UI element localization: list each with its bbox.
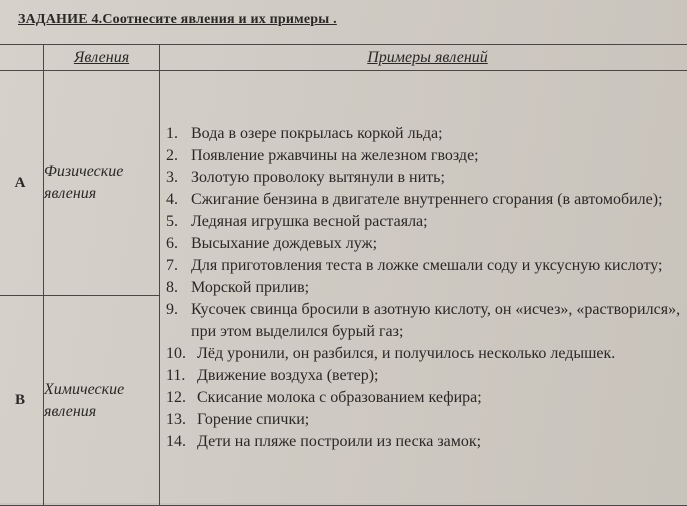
example-item [166,409,687,431]
example-item [166,299,687,343]
example-text: Ледяная игрушка весной растаяла; [191,211,687,233]
group-letter-a: А [0,71,44,296]
header-letter-cell [0,45,44,71]
example-number: 7. [166,255,191,277]
example-number: 3. [166,167,191,189]
example-number: 9. [166,299,191,343]
example-number: 11. [166,365,197,387]
example-number: 14. [166,431,197,453]
example-number: 10. [166,343,197,365]
example-text: Высыхание дождевых луж; [191,233,687,255]
group-name-chemical: Химические явления [44,296,160,506]
example-item [166,189,687,211]
example-text: Вода в озере покрылась коркой льда; [191,123,687,145]
example-item [166,233,687,255]
example-item [166,431,687,453]
example-text: Золотую проволоку вытянули в нить; [191,167,687,189]
example-number: 6. [166,233,191,255]
example-item [166,387,687,409]
example-item [166,211,687,233]
example-item [166,343,687,365]
table-row-physical [0,71,687,296]
example-text: Дети на пляже построили из песка замок; [197,431,687,453]
matching-table [0,44,687,506]
example-text: Лёд уронили, он разбился, и получилось несколько ледышек. [197,343,687,365]
task-title: ЗАДАНИЕ 4.Соотнесите явления и их примеры . [18,12,337,28]
example-text: Горение спички; [197,409,687,431]
example-text: Морской прилив; [191,277,687,299]
example-number: 1. [166,123,191,145]
example-item [166,123,687,145]
example-text: Скисание молока с образованием кефира; [197,387,687,409]
example-item [166,167,687,189]
example-item [166,145,687,167]
table-header-row [0,45,687,71]
example-number: 4. [166,189,191,211]
examples-cell [160,71,687,506]
example-text: Появление ржавчины на железном гвозде; [191,145,687,167]
example-item [166,277,687,299]
example-item [166,255,687,277]
example-text: Движение воздуха (ветер); [197,365,687,387]
example-number: 5. [166,211,191,233]
header-examples: Примеры явлений [160,45,687,71]
example-number: 8. [166,277,191,299]
header-phenomena: Явления [44,45,160,71]
examples-list [160,121,687,455]
example-number: 13. [166,409,197,431]
example-number: 12. [166,387,197,409]
example-text: Сжигание бензина в двигателе внутреннего сгорания (в автомобиле); [191,189,687,211]
example-text: Для приготовления теста в ложке смешали соду и уксусную кислоту; [191,255,687,277]
group-name-physical: Физические явления [44,71,160,296]
group-letter-b: В [0,296,44,506]
example-item [166,365,687,387]
example-number: 2. [166,145,191,167]
example-text: Кусочек свинца бросили в азотную кислоту, он «исчез», «растворился», при этом выделился бурый газ; [191,299,687,343]
